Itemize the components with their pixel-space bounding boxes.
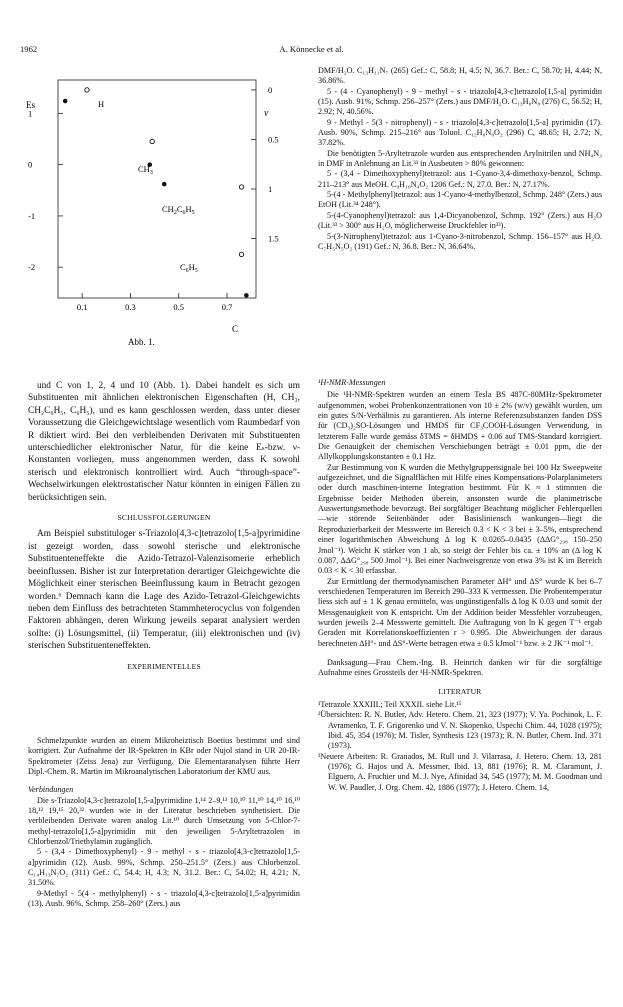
reference-item: ²Übersichten: R. N. Butler, Adv. Hetero. Chem. 21, 323 (1977); V. Ya. Pochinok, L. F. Avramenko, T. F. Grigorenko und V. N. Skopenko, Uspechi Chim. 44, 1028 (1975); Ibid. 45, 354 (1976); M. Tisler, Synthesis 123 (1973); R. N. Butler, Chem. Ind. 371 (1973). (318, 710, 602, 751)
paragraph-nmr-spectra: Die ¹H-NMR-Spektren wurden an einem Tesla BS 487C-80MHz-Spektrometer aufgenommen, wobei Probenkonzentrationen von 10 ± 2% (w/v) gewählt wurden, um ein gutes S/N-Verhältnis zu garantieren. Als interne Referenzsubstanzen fanden DSS für (CD₃)₂SO-Lösungen und HMDS für CF₃COOH-Lösungen Verwendung, in letzterem Falle wurde gemäss δTMS = δHMDS + 0.06 auf TMS-Standard korrigiert. Die Genauigkeit der chemischen Verschiebungen beträgt ± 0.01 ppm, die der Allylkopplungskonstanten ± 0.1 Hz. (318, 390, 602, 462)
paragraph-compound-13: 9-Methyl - 5(4 - methylphenyl) - s - triazolo[4,3-c]tetrazolo[1,5-a]pyrimidin (13). Ausb. 96%, Schmp. 258–260° (Zers.) aus (28, 888, 300, 909)
paragraph-compound-13-cont: DMF/H₂O. C₁₃H₁₁N₇ (265) Gef.: C, 58.8; H, 4.5; N, 36.7. Ber.: C, 58.70; H, 4.44; N, 36.86%. (318, 66, 602, 86)
point-label: H (98, 99, 105, 109)
paragraph-compound-17: 9 - Methyl - 5(3 - nitrophenyl) - s - triazolo[4,3-c]tetrazolo[1,5-a] pyrimidin (17). Ausb. 90%, Schmp. 215–216° aus Toluol. C₁₂H₈N₈O₂ (296) C, 48.65; H, 2.72; N, 37.82%. (318, 117, 602, 148)
point-label: $C_6H_5$ (180, 262, 198, 274)
x-axis-label: C (232, 324, 239, 334)
filled-data-point (162, 182, 167, 187)
paragraph-compound-12: 5 - (3,4 - Dimethoxyphenyl) - 9 - methyl - s - triazolo[4,3-c]tetrazolo[1,5-a]pyrimidin (12). Ausb. 99%, Schmp. 250–251.5° (Zers.) aus Chlorbenzol. C₁₄H₁₃N₇O₂ (311) Gef.: C, 54.4; H, 4.3; N, 31.2. Ber.: C, 54.02; H, 4.21; N, 31.50%. (28, 847, 300, 888)
right-axis-label: ν (264, 108, 269, 119)
acknowledgement: Danksagung—Frau Chem.-Ing. B. Heinrich danken wir für die sorgfältige Aufnahme eines Grossteils der ¹H-NMR-Spektren. (318, 657, 602, 678)
heading-schlussfolgerungen: SCHLUSSFOLGERUNGEN (117, 513, 211, 523)
y-tick-label: 1 (28, 108, 33, 119)
x-tick-label: 0.5 (173, 302, 185, 312)
left-column (28, 380, 300, 677)
y-tick-label: -2 (28, 262, 36, 273)
x-tick-label: 0.7 (221, 302, 233, 312)
paragraph-tetrazole-methyl: 5-(4 - Methylphenyl)tetrazol: aus 1-Cyano-4-methylbenzol, Schmp. 248° (Zers.) aus EtOH (Lit.³⁴ 248°). (318, 190, 602, 210)
point-label: $CH_2C_6H_5$ (162, 204, 195, 216)
paragraph-k-determination: Zur Bestimmung von K wurden die Methylgruppensignale bei 100 Hz Sweepweite aufgezeichnet, und die Signalflächen mit Hilfe eines Kompensations-Polarplanimeters oder durch maschinen-interne Integration bestimmt. Für K ≈ 1 stimmten die Ergebnisse beider Methoden überein, ansonsten wurde die planimetrische Auswertungsmethode bevorzugt. Bei sorgfältiger Beachtung möglicher Fehlerquellen—wie störende Seitenbänder oder Basisliniensch wankungen—liegt die Reproduzierbarkeit der Messwerte im Bereich 0.3 < K < 3 bei ± 3–5%, entsprechend einer logarithmischen Abweichung Δ log K 0.0265–0.0435 (ΔΔG°₂₉₈ 150–250 Jmol⁻¹). Weicht K stärker von 1 ab, so steigt der Fehler bis ca. ± 10% an (Δ log K 0.087, ΔΔG°₂₉₈ 500 Jmol⁻¹). Bei einer Nachweisgrenze von etwa 3% ist K im Bereich 0.03 < K < 30 erfassbar. (318, 462, 602, 576)
y-tick-label: 0 (28, 159, 33, 170)
right-tick-label: 1 (268, 184, 273, 194)
plot-frame (58, 80, 256, 298)
reference-list (318, 700, 602, 793)
open-data-point (239, 185, 243, 189)
paragraph-continuation: und C von 1, 2, 4 und 10 (Abb. 1). Dabei handelt es sich um Substituenten mit ähnlichen elektronischen Eigenschaften (H, CH₃, CH₂C₆H₅, C₆H₅), und es kann geschlossen werden, dass unter dieser Voraussetzung die Gleichgewichtslage wesentlich vom Raumbedarf von R diktiert wird. Bei den verbleibenden Derivaten mit Substituenten unterschiedlicher elektronischer Natur, für die keine Eₛ-bzw. ν-Konstanten vorliegen, muss angenommen werden, dass K sowohl sterisch und elektronisch kontrolliert wird. Auch “through-space”-Wechselwirkungen elektrostatischer Natur könnten in einigen Fällen zu berücksichtigen sein. (28, 381, 300, 503)
paragraph-compound-15: 5 - (4 - Cyanophenyl) - 9 - methyl - s - triazolo[4,3-c]tetrazolo[1,5-a] pyrimidin (15). Ausb. 91%, Schmp. 256–257° (Zers.) aus DMF/H₂O. C₁₃H₈N₈ (276) C, 56.52; H, 2.92; N, 40.56%. (318, 86, 602, 117)
paragraph-tetrazole-cyano: 5-(4-Cyanophenyl)tetrazol: aus 1,4-Dicyanobenzol, Schmp. 192° (Zers.) aus H₂O (Lit.³³ > 300° aus H₂O, möglicherweise Druckfehler in³³). (318, 210, 602, 231)
paragraph-tetrazole-nitro: 5-(3-Nitrophenyl)tetrazol: aus 1-Cyano-3-nitrobenzol, Schmp. 156–157° aus H₂O. C₇H₅N₅O₂ (191) Gef.: N, 36.8. Ber.: N, 36.64%. (318, 231, 602, 251)
right-column-top (318, 66, 602, 252)
filled-data-point (244, 293, 249, 298)
filled-data-point (63, 99, 68, 104)
right-column-nmr (318, 378, 602, 793)
heading-nmr: ¹H-NMR-Messungen (318, 378, 386, 387)
open-data-point (85, 88, 89, 92)
x-tick-label: 0.1 (76, 302, 88, 312)
heading-experimentelles: EXPERIMENTELLES (127, 661, 201, 671)
open-data-point (150, 139, 154, 143)
y-axis-label: Es (26, 100, 35, 110)
open-data-point (239, 252, 243, 256)
page-number: 1962 (20, 44, 38, 54)
paragraph-thermodynamics: Zur Ermittlung der thermodynamischen Parameter ΔH° und ΔS° wurde K bei 6–7 verschiedenen Temperaturen im Bereich 290–333 K vermessen. Die Probentemperatur liess sich auf ± 1 K genau ermitteln, was ungünstigenfalls Δ log K 0.03 und somit der Messgenauigkeit von K entspricht. Um der Addition beider Messfehler vorzubeugen, wurden jeweils 2–4 Messwerte gemittelt. Die Auftragung von ln K gegen T⁻¹ ergab Geraden mit Korrelationskoeffizienten r > 0.995. Die Abweichungen der daraus berechneten ΔH°- und ΔS°-Werte betragen etwa ± 0.5 kJmol⁻¹ bzw. ± 2 JK⁻¹ mol⁻¹. (318, 576, 602, 648)
left-column-experimental (28, 736, 300, 910)
paragraph-compounds: Die s-Triazolo[4,3-c]tetrazolo[1,5-a]pyrimidine 1,¹⁴ 2–9,¹³ 10,¹⁰ 11,¹⁰ 14,¹⁰ 16,¹⁰ 18,¹² 19,¹⁵ 20,³² wurden wie in der Literatur beschrieben synthetisiert. Die verbleibenden Derivate waren analog Lit.¹⁰ durch Umsetzung von 5-Chlor-7-methyl-tetrazolo[1,5-a]pyrimidin mit den jeweiligen 5-Aryltetrazolen in Chlorbenzol/Triethylamin zugänglich. (28, 795, 300, 847)
point-label: $CH_3$ (138, 164, 153, 176)
heading-verbindungen: Verbindungen (28, 785, 74, 795)
figure-scatter-plot (0, 60, 312, 350)
paragraph-conclusions: Am Beispiel substituloger s-Triazolo[4,3-c]tetrazolo[1,5-a]pyrimidine ist gezeigt worden, dass sowohl sterische und elektronische Substituenteneffekte die Azido-Tetrazol-Valenzisomerie erheblich beeinflussen. Bisher ist zur Interpretation derartiger Gleichgewichte die Möglichkeit einer sterischen Beeinflussung kaum in Betracht gezogen worden.⁶ Demnach kann die Lage des Azido-Tetrazol-Gleichgewichts neben dem Einfluss des betrachteten Stammheterocyclus von folgenden Faktoren abhängen, deren Wirkung jeweils separat analysiert werden sollte: (i) Lösungsmittel, (ii) Temperatur, (iii) elektronischen und (iv) sterischen Substituenteneffekten. (28, 529, 300, 652)
figure-caption: Abb. 1. (128, 337, 155, 347)
paragraph-experimental: Schmelzpunkte wurden an einem Mikroheiztisch Boetius bestimmt und sind korrigiert. Zur Aufnahme der IR-Spektren in KBr oder Nujol stand in UR 20-IR-Spektrometer (Zeiss Jena) zur Verfügung. Die Elementaranalysen führte Herr Dipl.-Chem. R. Martin im Mikroanalytischen Laboratorium der KMU aus. (28, 736, 300, 777)
paragraph-tetrazole-dimethoxy: 5 - (3,4 - Dimethoxyphenyl)tetrazol: aus 1-Cyano-3,4-dimethoxy-benzol, Schmp. 211–213° aus MeOH. C₉H₁₀N₄O₂ 1206 Gef.: N, 27.0. Ber.: N, 27.17%. (318, 169, 602, 189)
paragraph-tetrazoles: Die benötigten 5-Aryltetrazole wurden aus entsprechenden Arylnitrilen und NH₄N₃ in DMF in Anlehnung an Lit.³³ in Ausbeuten > 80% gewonnen: (318, 148, 602, 169)
running-title: A. Könnecke et al. (279, 44, 344, 54)
reference-item: ³Neuere Arbeiten: R. Granados, M. Rull und J. Vilarrasa, J. Hetero. Chem. 13, 281 (1976); G. Hajos und A. Messmer, Ibid. 13, 881 (1976); R. M. Claramunt, J. Elguero, A. Fruchier und M. J. Nye, Afinidad 34, 545 (1977); M. M. Goodman und W. W. Paudler, J. Org. Chem. 42, 1886 (1977); J. Hetero. Chem. 14, (318, 751, 602, 792)
reference-item: ¹Tetrazole XXXIII.; Teil XXXII. siehe Lit.¹⁵ (318, 699, 462, 709)
heading-literatur: LITERATUR (438, 686, 482, 696)
right-tick-label: 1.5 (268, 233, 279, 244)
y-tick-label: -1 (28, 210, 36, 221)
x-tick-label: 0.3 (125, 302, 136, 312)
right-tick-label: 0 (268, 84, 273, 95)
right-tick-label: 0.5 (268, 134, 279, 145)
